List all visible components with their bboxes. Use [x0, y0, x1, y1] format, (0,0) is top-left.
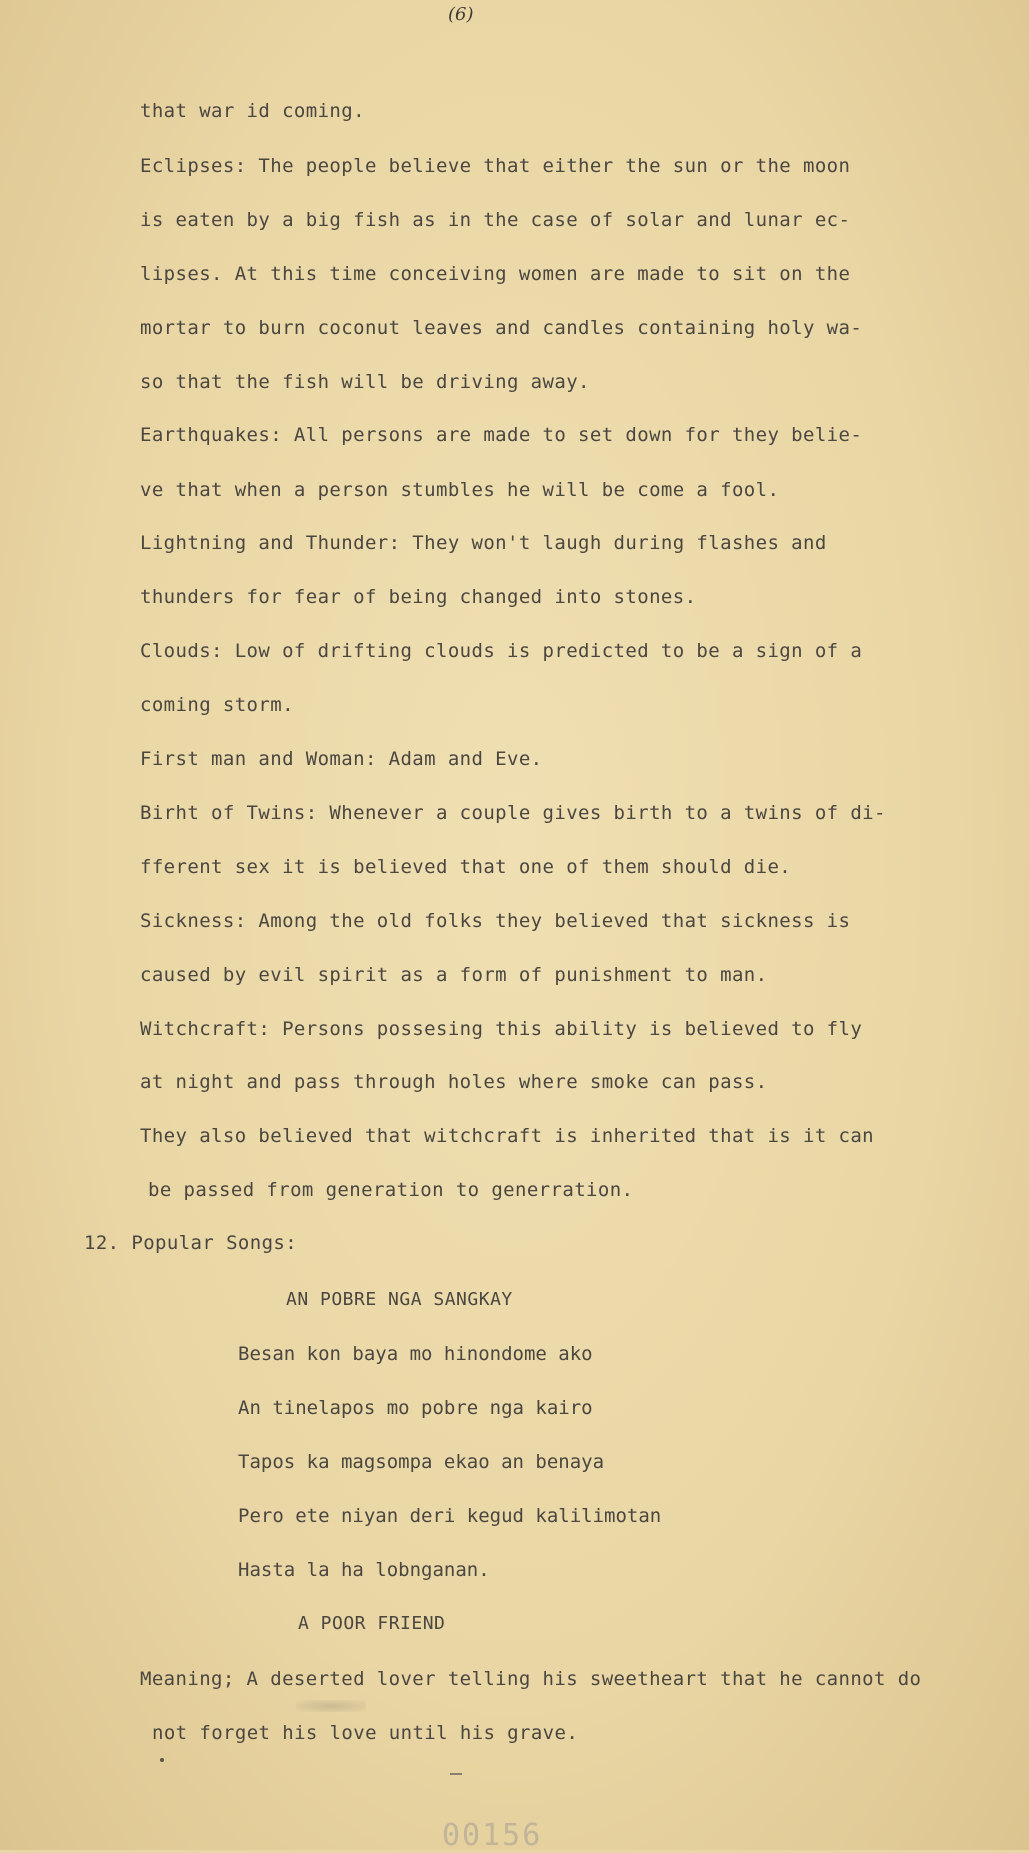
song-verse: Hasta la ha lobnganan. [238, 1559, 490, 1581]
song-meaning: not forget his love until his grave. [152, 1722, 579, 1744]
ink-dot [160, 1758, 164, 1762]
text-line: Eclipses: The people believe that either the sun or the moon [140, 155, 851, 177]
text-line: that war id coming. [140, 100, 365, 122]
text-line: so that the fish will be driving away. [140, 371, 590, 393]
song-title: AN POBRE NGA SANGKAY [286, 1289, 513, 1310]
song-verse: An tinelapos mo pobre nga kairo [238, 1397, 593, 1419]
text-line: Witchcraft: Persons possesing this ability is believed to fly [140, 1018, 863, 1040]
text-line: caused by evil spirit as a form of punishment to man. [140, 964, 768, 986]
text-line: lipses. At this time conceiving women are made to sit on the [140, 263, 851, 285]
text-line: Birht of Twins: Whenever a couple gives birth to a twins of di- [140, 802, 886, 824]
archive-stamp: 00156 [442, 1818, 543, 1853]
page-number: (6) [448, 4, 474, 25]
text-line: First man and Woman: Adam and Eve. [140, 748, 543, 770]
text-line: Earthquakes: All persons are made to set down for they belie- [140, 424, 863, 446]
text-line: They also believed that witchcraft is inherited that is it can [140, 1125, 875, 1147]
song-verse: Pero ete niyan deri kegud kalilimotan [238, 1505, 662, 1527]
ink-smudge [296, 1700, 366, 1712]
text-line: Lightning and Thunder: They won't laugh during flashes and [140, 532, 827, 554]
song-verse: Tapos ka magsompa ekao an benaya [238, 1451, 605, 1473]
text-line: fferent sex it is believed that one of them should die. [140, 856, 792, 878]
ink-dash [450, 1773, 462, 1775]
text-line: be passed from generation to generration. [148, 1179, 634, 1201]
text-line: mortar to burn coconut leaves and candles containing holy wa- [140, 317, 863, 339]
text-line: thunders for fear of being changed into stones. [140, 586, 697, 608]
song-verse: Besan kon baya mo hinondome ako [238, 1343, 593, 1365]
text-line: at night and pass through holes where smoke can pass. [140, 1071, 768, 1093]
text-line: coming storm. [140, 694, 294, 716]
text-line: Sickness: Among the old folks they believed that sickness is [140, 910, 851, 932]
song-translation-title: A POOR FRIEND [298, 1613, 446, 1634]
section-heading: 12. Popular Songs: [84, 1232, 298, 1254]
text-line: ve that when a person stumbles he will be come a fool. [140, 479, 780, 501]
text-line: Clouds: Low of drifting clouds is predicted to be a sign of a [140, 640, 863, 662]
text-line: is eaten by a big fish as in the case of solar and lunar ec- [140, 209, 851, 231]
song-meaning: Meaning; A deserted lover telling his sweetheart that he cannot do [140, 1668, 922, 1690]
